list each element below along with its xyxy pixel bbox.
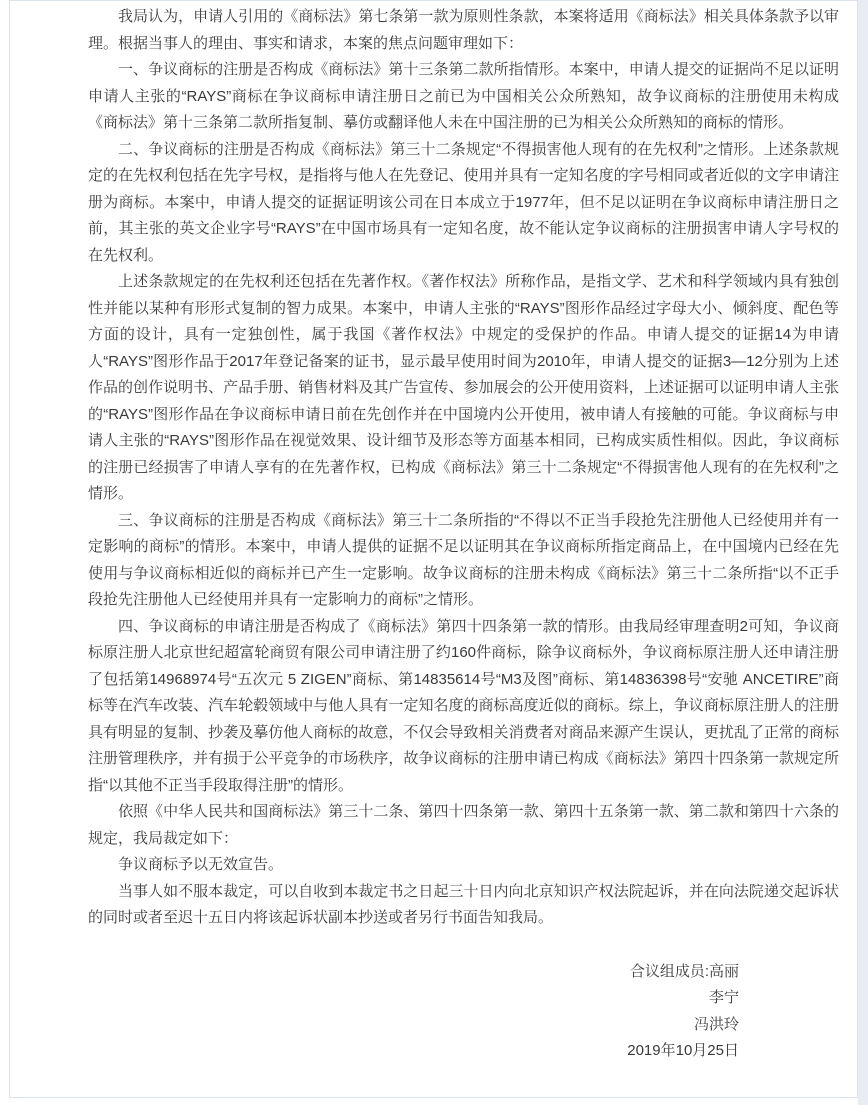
para-ruling: 争议商标予以无效宣告。 [118, 856, 284, 873]
para-issue-two-article32-copyright: 上述条款规定的在先权利还包括在先著作权。《著作权法》所称作品，是指文学、艺术和科学领域内具有独创性并能以某种有形形式复制的智力成果。本案中，申请人主张的“RAYS”图形作品经过字母大小、倾斜度、配色等方面的设计，具有一定独创性，属于我国《著作权法》中规定的受保护的作品。申请人提交的证据14为申请人“RAYS”图形作品于2017年登记备案的证书，显示最早使用时间为2010年，申请人提交的证据3—12分别为上述作品的创作说明书、产品手册、销售材料及其广告宣传、参加展会的公开使用资料，上述证据可以证明申请人主张的“RAYS”图形作品在争议商标申请日前在先创作并在中国境内公开使用，被申请人有接触的可能。争议商标与申请人主张的“RAYS”图形作品在视觉效果、设计细节及形态等方面基本相同，已构成实质性相似。因此，争议商标的注册已经损害了申请人享有的在先著作权，已构成《商标法》第三十二条规定“不得损害他人现有的在先权利”之情形。 [88, 273, 839, 502]
para-issue-three-article32-prioruse: 三、争议商标的注册是否构成《商标法》第三十二条所指的“不得以不正当手段抢先注册他人已经使用并有一定影响的商标”的情形。本案中，申请人提供的证据不足以证明其在争议商标所指定商品上，在中国境内已经在先使用与争议商标相近似的商标并已产生一定影响。故争议商标的注册未构成《商标法》第三十二条所指“以不正手段抢先注册他人已经使用并具有一定影响力的商标”之情形。 [88, 511, 839, 608]
para-appeal-notice: 当事人如不服本裁定，可以自收到本裁定书之日起三十日内向北京知识产权法院起诉，并在向法院递交起诉状的同时或者至迟十五日内将该起诉状副本抄送或者另行书面告知我局。 [88, 882, 839, 926]
page-right-gutter [858, 0, 868, 1105]
panel-members-label: 合议组成员:高丽 [629, 962, 739, 980]
para-issue-four-article44: 四、争议商标的申请注册是否构成了《商标法》第四十四条第一款的情形。由我局经审理查明2可知，争议商标原注册人北京世纪超富轮商贸有限公司申请注册了约160件商标，除争议商标外，争议商标原注册人还申请注册了包括第14968974号“五次元 5 ZIGEN”商标、第14835614号“M3及图”商标、第14836398号“安驰 ANCETIRE”商标等在汽车改装、汽车轮毂领域中与他人具有一定知名度的商标高度近似的商标。综上，争议商标原注册人的注册具有明显的复制、抄袭及摹仿他人商标的故意，不仅会导致相关消费者对商品来源产生误认，更扰乱了正常的商标注册管理秩序，并有损于公平竞争的市场秩序，故争议商标的注册申请已构成《商标法》第四十四条第一款规定所指“以其他不正当手段取得注册”的情形。 [88, 617, 839, 794]
document-body [10, 1, 857, 1065]
ruling-date: 2019年10月25日 [627, 1042, 739, 1059]
para-issue-two-article32-tradename: 二、争议商标的注册是否构成《商标法》第三十二条规定“不得损害他人现有的在先权利”之情形。上述条款规定的在先权利包括在先字号权，是指将与他人在先登记、使用并具有一定知名度的字号相同或者近似的文字申请注册为商标。本案中，申请人提交的证据证明该公司在日本成立于1977年，但不足以证明在争议商标申请注册日之前，其主张的英文企业字号“RAYS”在中国市场具有一定知名度，故不能认定争议商标的注册损害申请人字号权的在先权利。 [88, 140, 839, 264]
panel-member-name: 李宁 [708, 989, 739, 1006]
para-intro: 我局认为，申请人引用的《商标法》第七条第一款为原则性条款，本案将适用《商标法》相关具体条款予以审理。根据当事人的理由、事实和请求，本案的焦点问题审理如下： [88, 8, 839, 52]
panel-member-name: 冯洪玲 [693, 1015, 739, 1033]
para-issue-one-article13: 一、争议商标的注册是否构成《商标法》第十三条第二款所指情形。本案中，申请人提交的证据尚不足以证明申请人主张的“RAYS”商标在争议商标申请注册日之前已为中国相关公众所熟知，故争议商标的注册使用未构成《商标法》第十三条第二款所指复制、摹仿或翻译他人未在中国注册的已为相关公众所熟知的商标的情形。 [88, 61, 839, 131]
signature-block [88, 959, 839, 1065]
document-page [9, 0, 858, 1098]
para-ruling-basis: 依照《中华人民共和国商标法》第三十二条、第四十四条第一款、第四十五条第一款、第二款和第四十六条的规定，我局裁定如下： [88, 803, 839, 847]
